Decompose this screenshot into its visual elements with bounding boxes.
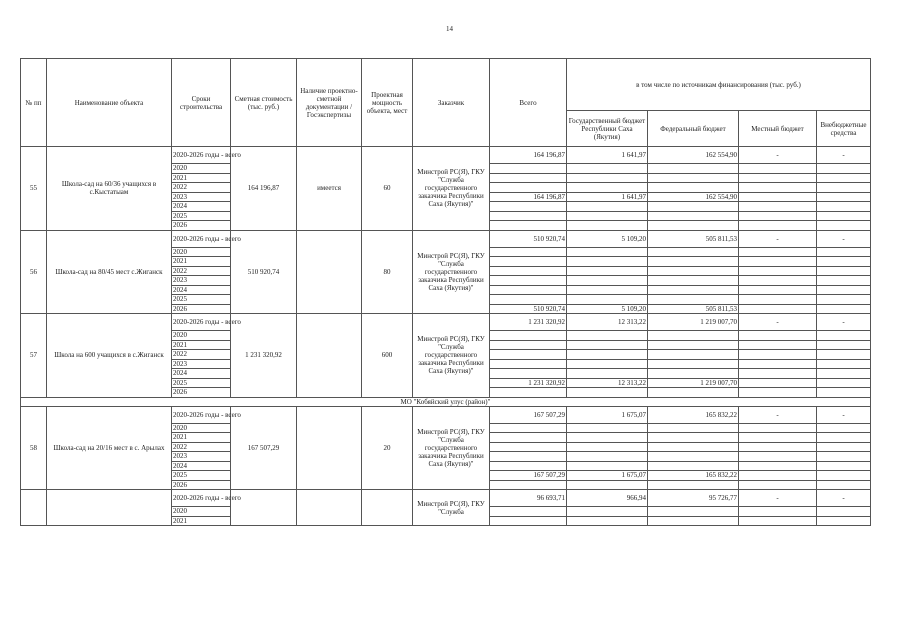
federal-budget-amount <box>648 221 739 231</box>
local-budget-amount <box>739 276 817 286</box>
header-capacity: Проектная мощность объекта, мест <box>362 59 413 147</box>
state-budget-amount <box>567 331 648 341</box>
extrabudgetary-amount: - <box>817 230 871 247</box>
federal-budget-amount <box>648 442 739 452</box>
state-budget-amount <box>567 173 648 183</box>
state-budget-amount <box>567 164 648 174</box>
estimated-cost: 164 196,87 <box>231 147 297 231</box>
total-amount <box>490 369 567 379</box>
state-budget-amount <box>567 340 648 350</box>
federal-budget-amount <box>648 350 739 360</box>
extrabudgetary-amount: - <box>817 147 871 164</box>
local-budget-amount <box>739 423 817 433</box>
estimated-cost: 510 920,74 <box>231 230 297 314</box>
federal-budget-amount <box>648 247 739 257</box>
federal-budget-amount: 165 832,22 <box>648 471 739 481</box>
local-budget-amount <box>739 247 817 257</box>
customer: Минстрой РС(Я), ГКУ "Служба государственного заказчика Республики Саха (Якутия)" <box>413 314 490 398</box>
construction-period: 2024 <box>172 202 231 212</box>
state-budget-amount <box>567 388 648 398</box>
design-capacity: 60 <box>362 147 413 231</box>
state-budget-amount <box>567 202 648 212</box>
federal-budget-amount <box>648 461 739 471</box>
local-budget-amount <box>739 331 817 341</box>
total-amount <box>490 173 567 183</box>
header-federal: Федеральный бюджет <box>648 111 739 147</box>
total-amount <box>490 423 567 433</box>
state-budget-amount <box>567 423 648 433</box>
construction-period: 2020-2026 годы - всего <box>172 490 231 507</box>
federal-budget-amount <box>648 173 739 183</box>
state-budget-amount <box>567 461 648 471</box>
total-amount <box>490 211 567 221</box>
construction-period: 2021 <box>172 340 231 350</box>
construction-period: 2021 <box>172 257 231 267</box>
construction-period: 2022 <box>172 266 231 276</box>
customer: Минстрой РС(Я), ГКУ "Служба государственного заказчика Республики Саха (Якутия)" <box>413 230 490 314</box>
construction-period: 2020-2026 годы - всего <box>172 406 231 423</box>
header-local: Местный бюджет <box>739 111 817 147</box>
extrabudgetary-amount <box>817 202 871 212</box>
header-total: Всего <box>490 59 567 147</box>
construction-period: 2020 <box>172 331 231 341</box>
federal-budget-amount <box>648 516 739 526</box>
extrabudgetary-amount: - <box>817 406 871 423</box>
local-budget-amount <box>739 388 817 398</box>
header-extra: Внебюджетные средства <box>817 111 871 147</box>
municipality-group-title: МО "Кобяйский улус (район)" <box>21 397 871 406</box>
total-amount <box>490 247 567 257</box>
extrabudgetary-amount <box>817 247 871 257</box>
federal-budget-amount <box>648 202 739 212</box>
total-amount <box>490 331 567 341</box>
header-terms: Сроки строительства <box>172 59 231 147</box>
total-amount <box>490 202 567 212</box>
construction-period: 2020 <box>172 164 231 174</box>
extrabudgetary-amount <box>817 192 871 202</box>
federal-budget-amount <box>648 480 739 490</box>
construction-period: 2020 <box>172 247 231 257</box>
state-budget-amount <box>567 359 648 369</box>
local-budget-amount <box>739 202 817 212</box>
total-amount: 1 231 320,92 <box>490 314 567 331</box>
construction-period: 2020-2026 годы - всего <box>172 230 231 247</box>
local-budget-amount <box>739 433 817 443</box>
total-amount <box>490 285 567 295</box>
construction-period: 2025 <box>172 378 231 388</box>
construction-period: 2026 <box>172 480 231 490</box>
total-amount <box>490 452 567 462</box>
local-budget-amount <box>739 211 817 221</box>
construction-period: 2020 <box>172 423 231 433</box>
object-number: 55 <box>21 147 47 231</box>
state-budget-amount <box>567 247 648 257</box>
local-budget-amount: - <box>739 147 817 164</box>
local-budget-amount <box>739 378 817 388</box>
header-sources: в том числе по источникам финансирования (тыс. руб.) <box>567 59 871 111</box>
total-amount: 510 920,74 <box>490 230 567 247</box>
design-capacity: 20 <box>362 406 413 490</box>
extrabudgetary-amount <box>817 378 871 388</box>
extrabudgetary-amount <box>817 211 871 221</box>
local-budget-amount <box>739 257 817 267</box>
state-budget-amount <box>567 516 648 526</box>
local-budget-amount <box>739 183 817 193</box>
construction-period: 2021 <box>172 433 231 443</box>
design-documentation <box>297 230 362 314</box>
federal-budget-amount <box>648 340 739 350</box>
financing-table <box>20 58 871 526</box>
state-budget-amount <box>567 266 648 276</box>
local-budget-amount: - <box>739 230 817 247</box>
table-row <box>21 490 871 507</box>
design-documentation <box>297 490 362 526</box>
object-number: 58 <box>21 406 47 490</box>
state-budget-amount <box>567 183 648 193</box>
state-budget-amount <box>567 276 648 286</box>
total-amount <box>490 276 567 286</box>
design-documentation <box>297 314 362 398</box>
federal-budget-amount <box>648 276 739 286</box>
construction-period: 2020 <box>172 507 231 517</box>
state-budget-amount: 1 675,07 <box>567 406 648 423</box>
state-budget-amount: 5 109,20 <box>567 304 648 314</box>
header-cost: Сметная стоимость (тыс. руб.) <box>231 59 297 147</box>
total-amount <box>490 388 567 398</box>
table-row <box>21 147 871 164</box>
local-budget-amount <box>739 442 817 452</box>
federal-budget-amount: 162 554,90 <box>648 147 739 164</box>
local-budget-amount <box>739 221 817 231</box>
local-budget-amount <box>739 461 817 471</box>
local-budget-amount <box>739 452 817 462</box>
construction-period: 2022 <box>172 183 231 193</box>
object-name: Школа на 600 учащихся в с.Жиганск <box>47 314 172 398</box>
extrabudgetary-amount <box>817 369 871 379</box>
extrabudgetary-amount <box>817 350 871 360</box>
extrabudgetary-amount <box>817 461 871 471</box>
local-budget-amount: - <box>739 490 817 507</box>
object-name <box>47 490 172 526</box>
total-amount <box>490 507 567 517</box>
state-budget-amount <box>567 211 648 221</box>
state-budget-amount <box>567 442 648 452</box>
federal-budget-amount <box>648 452 739 462</box>
local-budget-amount <box>739 471 817 481</box>
total-amount: 167 507,29 <box>490 406 567 423</box>
extrabudgetary-amount <box>817 183 871 193</box>
total-amount <box>490 221 567 231</box>
federal-budget-amount <box>648 433 739 443</box>
state-budget-amount: 5 109,20 <box>567 230 648 247</box>
total-amount <box>490 480 567 490</box>
header-name: Наименование объекта <box>47 59 172 147</box>
construction-period: 2023 <box>172 452 231 462</box>
extrabudgetary-amount <box>817 452 871 462</box>
total-amount <box>490 516 567 526</box>
extrabudgetary-amount <box>817 331 871 341</box>
state-budget-amount <box>567 369 648 379</box>
state-budget-amount <box>567 350 648 360</box>
extrabudgetary-amount <box>817 516 871 526</box>
extrabudgetary-amount <box>817 173 871 183</box>
local-budget-amount <box>739 266 817 276</box>
federal-budget-amount <box>648 266 739 276</box>
design-capacity <box>362 490 413 526</box>
extrabudgetary-amount <box>817 507 871 517</box>
extrabudgetary-amount: - <box>817 490 871 507</box>
local-budget-amount: - <box>739 314 817 331</box>
extrabudgetary-amount <box>817 304 871 314</box>
page-number: 14 <box>446 25 453 33</box>
extrabudgetary-amount <box>817 388 871 398</box>
estimated-cost: 167 507,29 <box>231 406 297 490</box>
extrabudgetary-amount <box>817 257 871 267</box>
total-amount: 510 920,74 <box>490 304 567 314</box>
extrabudgetary-amount <box>817 164 871 174</box>
state-budget-amount <box>567 221 648 231</box>
federal-budget-amount: 95 726,77 <box>648 490 739 507</box>
local-budget-amount <box>739 295 817 305</box>
extrabudgetary-amount <box>817 295 871 305</box>
federal-budget-amount <box>648 369 739 379</box>
estimated-cost: 1 231 320,92 <box>231 314 297 398</box>
federal-budget-amount <box>648 164 739 174</box>
local-budget-amount <box>739 192 817 202</box>
total-amount <box>490 183 567 193</box>
state-budget-amount: 1 641,97 <box>567 147 648 164</box>
extrabudgetary-amount <box>817 442 871 452</box>
federal-budget-amount <box>648 257 739 267</box>
extrabudgetary-amount <box>817 471 871 481</box>
extrabudgetary-amount <box>817 340 871 350</box>
extrabudgetary-amount <box>817 480 871 490</box>
extrabudgetary-amount <box>817 433 871 443</box>
total-amount: 167 507,29 <box>490 471 567 481</box>
total-amount <box>490 295 567 305</box>
header-state: Государственный бюджет Республики Саха (Якутия) <box>567 111 648 147</box>
design-capacity: 80 <box>362 230 413 314</box>
object-number: 56 <box>21 230 47 314</box>
total-amount: 96 693,71 <box>490 490 567 507</box>
federal-budget-amount <box>648 423 739 433</box>
local-budget-amount <box>739 173 817 183</box>
local-budget-amount <box>739 350 817 360</box>
federal-budget-amount: 505 811,53 <box>648 230 739 247</box>
federal-budget-amount: 162 554,90 <box>648 192 739 202</box>
local-budget-amount <box>739 340 817 350</box>
customer: Минстрой РС(Я), ГКУ "Служба <box>413 490 490 526</box>
state-budget-amount <box>567 257 648 267</box>
state-budget-amount: 12 313,22 <box>567 314 648 331</box>
local-budget-amount <box>739 304 817 314</box>
state-budget-amount <box>567 295 648 305</box>
customer: Минстрой РС(Я), ГКУ "Служба государственного заказчика Республики Саха (Якутия)" <box>413 406 490 490</box>
total-amount <box>490 266 567 276</box>
local-budget-amount <box>739 507 817 517</box>
header-num: № пп <box>21 59 47 147</box>
federal-budget-amount: 1 219 007,70 <box>648 314 739 331</box>
state-budget-amount: 1 641,97 <box>567 192 648 202</box>
local-budget-amount <box>739 369 817 379</box>
local-budget-amount <box>739 285 817 295</box>
federal-budget-amount <box>648 331 739 341</box>
header-docs: Наличие проектно-сметной документации /Госэкспертизы <box>297 59 362 147</box>
total-amount <box>490 433 567 443</box>
group-row <box>21 397 871 406</box>
total-amount <box>490 340 567 350</box>
object-number <box>21 490 47 526</box>
state-budget-amount <box>567 480 648 490</box>
extrabudgetary-amount <box>817 276 871 286</box>
state-budget-amount <box>567 507 648 517</box>
extrabudgetary-amount <box>817 266 871 276</box>
federal-budget-amount <box>648 211 739 221</box>
total-amount <box>490 164 567 174</box>
federal-budget-amount: 1 219 007,70 <box>648 378 739 388</box>
total-amount <box>490 442 567 452</box>
object-name: Школа-сад на 20/16 мест в с. Арылах <box>47 406 172 490</box>
construction-period: 2026 <box>172 304 231 314</box>
construction-period: 2023 <box>172 359 231 369</box>
construction-period: 2024 <box>172 369 231 379</box>
state-budget-amount <box>567 285 648 295</box>
state-budget-amount <box>567 433 648 443</box>
construction-period: 2026 <box>172 388 231 398</box>
object-name: Школа-сад на 60/36 учащихся в с.Кыстатыам <box>47 147 172 231</box>
customer: Минстрой РС(Я), ГКУ "Служба государственного заказчика Республики Саха (Якутия)" <box>413 147 490 231</box>
construction-period: 2024 <box>172 285 231 295</box>
construction-period: 2020-2026 годы - всего <box>172 314 231 331</box>
federal-budget-amount <box>648 359 739 369</box>
total-amount: 1 231 320,92 <box>490 378 567 388</box>
construction-period: 2020-2026 годы - всего <box>172 147 231 164</box>
state-budget-amount <box>567 452 648 462</box>
state-budget-amount: 1 675,07 <box>567 471 648 481</box>
object-number: 57 <box>21 314 47 398</box>
construction-period: 2022 <box>172 350 231 360</box>
local-budget-amount: - <box>739 406 817 423</box>
design-documentation <box>297 406 362 490</box>
table-row <box>21 314 871 331</box>
federal-budget-amount: 165 832,22 <box>648 406 739 423</box>
header-customer: Заказчик <box>413 59 490 147</box>
federal-budget-amount <box>648 388 739 398</box>
construction-period: 2024 <box>172 461 231 471</box>
local-budget-amount <box>739 164 817 174</box>
construction-period: 2021 <box>172 173 231 183</box>
extrabudgetary-amount: - <box>817 314 871 331</box>
construction-period: 2022 <box>172 442 231 452</box>
federal-budget-amount <box>648 507 739 517</box>
construction-period: 2025 <box>172 471 231 481</box>
total-amount <box>490 350 567 360</box>
table-row <box>21 406 871 423</box>
total-amount: 164 196,87 <box>490 192 567 202</box>
extrabudgetary-amount <box>817 221 871 231</box>
federal-budget-amount <box>648 295 739 305</box>
object-name: Школа-сад на 80/45 мест с.Жиганск <box>47 230 172 314</box>
state-budget-amount: 966,94 <box>567 490 648 507</box>
construction-period: 2026 <box>172 221 231 231</box>
total-amount <box>490 257 567 267</box>
construction-period: 2025 <box>172 295 231 305</box>
total-amount <box>490 461 567 471</box>
extrabudgetary-amount <box>817 423 871 433</box>
design-capacity: 600 <box>362 314 413 398</box>
local-budget-amount <box>739 516 817 526</box>
local-budget-amount <box>739 359 817 369</box>
local-budget-amount <box>739 480 817 490</box>
federal-budget-amount <box>648 285 739 295</box>
extrabudgetary-amount <box>817 359 871 369</box>
total-amount <box>490 359 567 369</box>
total-amount: 164 196,87 <box>490 147 567 164</box>
construction-period: 2023 <box>172 276 231 286</box>
federal-budget-amount: 505 811,53 <box>648 304 739 314</box>
table-row <box>21 230 871 247</box>
state-budget-amount: 12 313,22 <box>567 378 648 388</box>
federal-budget-amount <box>648 183 739 193</box>
design-documentation: имеется <box>297 147 362 231</box>
extrabudgetary-amount <box>817 285 871 295</box>
construction-period: 2025 <box>172 211 231 221</box>
construction-period: 2023 <box>172 192 231 202</box>
construction-period: 2021 <box>172 516 231 526</box>
